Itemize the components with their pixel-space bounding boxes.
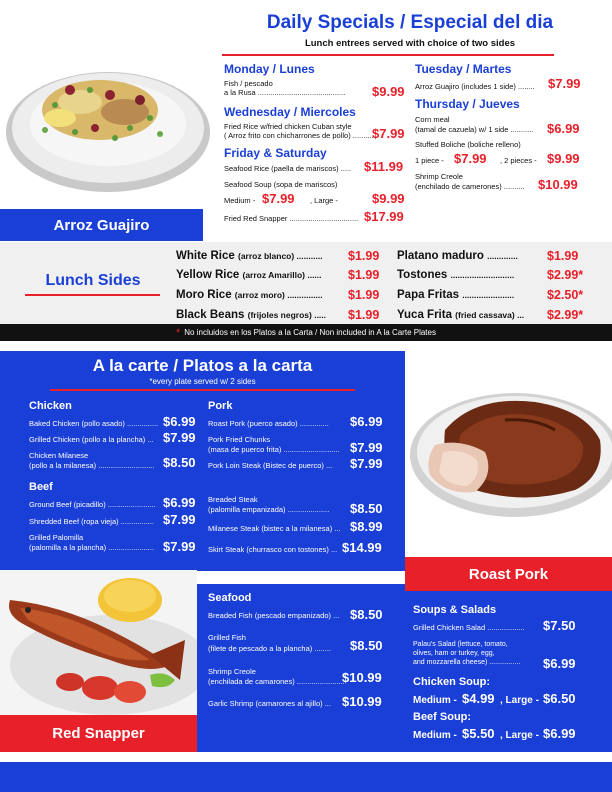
- chicken-milanese-item-line2: (pollo a la milanesa) ...........................: [29, 461, 155, 470]
- paella-price: $11.99: [364, 159, 404, 174]
- wednesday-item: Fried Rice w/fried chicken Cuban style: [224, 122, 352, 131]
- wednesday-item-line2: ( Arroz frito con chicharrones de pollo) ..........: [224, 131, 374, 140]
- seafood-soup-large: , Large -: [310, 196, 338, 205]
- fried-red-snapper-item: Fried Red Snapper .................................: [224, 214, 359, 223]
- shredded-beef-price: $7.99: [163, 512, 196, 527]
- daily-specials-subtitle: Lunch entrees served with choice of two sides: [304, 38, 516, 49]
- grilled-chicken-price: $7.99: [163, 430, 196, 445]
- pork-chunks-price: $7.99: [350, 440, 383, 455]
- pork-heading: Pork: [208, 400, 233, 412]
- shredded-beef-item: Shredded Beef (ropa vieja) ................: [29, 517, 155, 526]
- side-tostones-price: $2.99*: [547, 268, 584, 282]
- palau-salad-item-line2: olives, ham or turkey, egg,: [413, 650, 495, 657]
- side-papa-fritas-price: $2.50*: [547, 288, 584, 302]
- wednesday-heading: Wednesday / Miercoles: [224, 105, 356, 119]
- milanese-steak-price: $8.99: [350, 519, 383, 534]
- chicken-heading: Chicken: [29, 400, 72, 412]
- palau-salad-item: Palau's Salad (lettuce, tomato,: [413, 641, 508, 648]
- roast-pork-price: $6.99: [350, 414, 383, 429]
- chicken-salad-price: $7.50: [543, 618, 576, 633]
- side-papa-fritas: Papa Fritas ......................: [397, 289, 515, 301]
- grilled-palomilla-item-line2: (palomilla a la plancha) ......................: [29, 543, 155, 552]
- alacarte-title: A la carte / Platos a la carta: [92, 356, 313, 375]
- asterisk-mark: *: [176, 326, 181, 339]
- seafood-soup-medium-price: $7.99: [262, 191, 295, 206]
- beef-soup-large: , Large -: [500, 730, 539, 741]
- breaded-fish-item: Breaded Fish (pescado empanizado) ...: [208, 611, 340, 620]
- breaded-steak-item: Breaded Steak: [208, 495, 258, 504]
- roast-pork-label: Roast Pork: [405, 557, 612, 591]
- chicken-soup-medium: Medium -: [413, 695, 457, 706]
- side-white-rice-price: $1.99: [348, 249, 380, 263]
- shrimp-creole-item-line2: (enchilado de camerones) ..........: [415, 182, 525, 191]
- garlic-shrimp-price: $10.99: [342, 694, 382, 709]
- grilled-fish-item-line2: (filete de pescado a la plancha) ........: [208, 644, 331, 653]
- beef-soup-heading: Beef Soup:: [413, 711, 472, 723]
- monday-heading: Monday / Lunes: [224, 62, 315, 76]
- boliche-one-piece-price: $7.99: [454, 151, 487, 166]
- divider: [25, 294, 160, 296]
- wednesday-price: $7.99: [372, 126, 405, 141]
- skirt-steak-price: $14.99: [342, 540, 382, 555]
- chicken-milanese-item: Chicken Milanese: [29, 451, 89, 460]
- grilled-palomilla-item: Grilled Palomilla: [29, 533, 84, 542]
- chicken-soup-heading: Chicken Soup:: [413, 676, 491, 688]
- chicken-soup-medium-price: $4.99: [462, 691, 495, 706]
- footer-band: [0, 762, 612, 792]
- side-yellow-rice: Yellow Rice (arroz Amarillo) ......: [176, 269, 322, 281]
- roast-pork-item: Roast Pork (puerco asado) ..............: [208, 419, 329, 428]
- side-moro-rice-price: $1.99: [348, 288, 380, 302]
- monday-item-line2: a la Rusa ..........................................: [224, 88, 346, 97]
- side-yuca-frita-price: $2.99*: [547, 308, 584, 322]
- seafood-heading: Seafood: [208, 592, 252, 604]
- arroz-guajiro-photo: [0, 50, 210, 195]
- chicken-milanese-price: $8.50: [163, 455, 196, 470]
- boliche-item: Stuffed Boliche (boliche relleno): [415, 140, 521, 149]
- palau-salad-item-line3: and mozzarella cheese) ................: [413, 659, 521, 666]
- boliche-two-pieces-price: $9.99: [547, 151, 580, 166]
- side-black-beans: Black Beans (frijoles negros) .....: [176, 309, 327, 321]
- tuesday-price: $7.99: [548, 76, 581, 91]
- cornmeal-item: Corn meal: [415, 115, 450, 124]
- shrimp-creole-alc-price: $10.99: [342, 670, 382, 685]
- arroz-guajiro-label: Arroz Guajiro: [0, 209, 203, 241]
- tuesday-item: Arroz Guajiro (includes 1 side) ........: [415, 82, 535, 91]
- thursday-heading: Thursday / Jueves: [415, 97, 520, 111]
- shrimp-creole-item: Shrimp Creole: [415, 172, 463, 181]
- side-platano-maduro: Platano maduro .............: [397, 250, 518, 262]
- seafood-soup-item: Seafood Soup (sopa de mariscos): [224, 180, 338, 189]
- shrimp-creole-price: $10.99: [538, 177, 578, 192]
- chicken-soup-large: , Large -: [500, 695, 539, 706]
- lunch-sides-title: Lunch Sides: [45, 272, 141, 289]
- pork-loin-item: Pork Loin Steak (Bistec de puerco) ...: [208, 461, 333, 470]
- tuesday-heading: Tuesday / Martes: [415, 62, 512, 76]
- chicken-salad-item: Grilled Chicken Salad ..................: [413, 623, 525, 632]
- beef-soup-large-price: $6.99: [543, 726, 576, 741]
- cornmeal-item-line2: (tamal de cazuela) w/ 1 side ...........: [415, 125, 534, 134]
- pork-chunks-item: Pork Fried Chunks: [208, 435, 271, 444]
- alacarte-subtitle: *every plate served w/ 2 sides: [149, 377, 256, 386]
- ground-beef-item: Ground Beef (picadillo) .......................: [29, 500, 156, 509]
- boliche-two-pieces: , 2 pieces -: [500, 156, 537, 165]
- breaded-fish-price: $8.50: [350, 607, 383, 622]
- daily-specials-title: Daily Specials / Especial del dia: [266, 12, 554, 33]
- divider: [50, 389, 355, 391]
- ground-beef-price: $6.99: [163, 495, 196, 510]
- grilled-fish-item: Grilled Fish: [208, 633, 246, 642]
- side-platano-maduro-price: $1.99: [547, 249, 579, 263]
- pork-chunks-item-line2: (masa de puerco frita) ...........................: [208, 445, 340, 454]
- cornmeal-price: $6.99: [547, 121, 580, 136]
- sides-note-band: [0, 324, 612, 341]
- roast-pork-photo: [405, 380, 612, 520]
- beef-soup-medium: Medium -: [413, 730, 457, 741]
- shrimp-creole-alc-item: Shrimp Creole: [208, 667, 256, 676]
- shrimp-creole-alc-item-line2: (enchilada de camarones) .......................: [208, 677, 345, 686]
- red-snapper-label: Red Snapper: [0, 715, 197, 752]
- side-white-rice: White Rice (arroz blanco) ...........: [176, 250, 323, 262]
- grilled-chicken-item: Grilled Chicken (pollo a la plancha) ...: [29, 435, 154, 444]
- breaded-steak-price: $8.50: [350, 501, 383, 516]
- chicken-soup-large-price: $6.50: [543, 691, 576, 706]
- baked-chicken-item: Baked Chicken (pollo asado) ...............: [29, 419, 159, 428]
- monday-item: Fish / pescado: [224, 79, 273, 88]
- pork-loin-price: $7.99: [350, 456, 383, 471]
- baked-chicken-price: $6.99: [163, 414, 196, 429]
- breaded-steak-item-line2: (palomilla empanizada) ....................: [208, 505, 330, 514]
- palau-salad-price: $6.99: [543, 656, 576, 671]
- sides-note: No incluidos en los Platos a la Carta / Non included in A la Carte Plates: [184, 328, 436, 337]
- soups-salads-heading: Soups & Salads: [413, 604, 497, 616]
- divider: [222, 54, 554, 56]
- fried-red-snapper-price: $17.99: [364, 209, 404, 224]
- side-tostones: Tostones ...........................: [397, 269, 515, 281]
- seafood-soup-large-price: $9.99: [372, 191, 405, 206]
- red-snapper-photo: [0, 570, 197, 715]
- skirt-steak-item: Skirt Steak (churrasco con tostones) ...: [208, 545, 338, 554]
- side-yellow-rice-price: $1.99: [348, 268, 380, 282]
- seafood-soup-medium: Medium -: [224, 196, 256, 205]
- garlic-shrimp-item: Garlic Shrimp (camarones al ajillo) ...: [208, 699, 331, 708]
- beef-heading: Beef: [29, 481, 53, 493]
- friday-heading: Friday & Saturday: [224, 146, 327, 160]
- monday-price: $9.99: [372, 84, 405, 99]
- side-moro-rice: Moro Rice (arroz moro) ...............: [176, 289, 323, 301]
- beef-soup-medium-price: $5.50: [462, 726, 495, 741]
- boliche-one-piece: 1 piece -: [415, 156, 444, 165]
- paella-item: Seafood Rice (paella de mariscos) .....: [224, 164, 352, 173]
- grilled-palomilla-price: $7.99: [163, 539, 196, 554]
- grilled-fish-price: $8.50: [350, 638, 383, 653]
- side-black-beans-price: $1.99: [348, 308, 380, 322]
- side-yuca-frita: Yuca Frita (fried cassava) ...: [397, 309, 525, 321]
- milanese-steak-item: Milanese Steak (bistec a la milanesa) ...: [208, 524, 341, 533]
